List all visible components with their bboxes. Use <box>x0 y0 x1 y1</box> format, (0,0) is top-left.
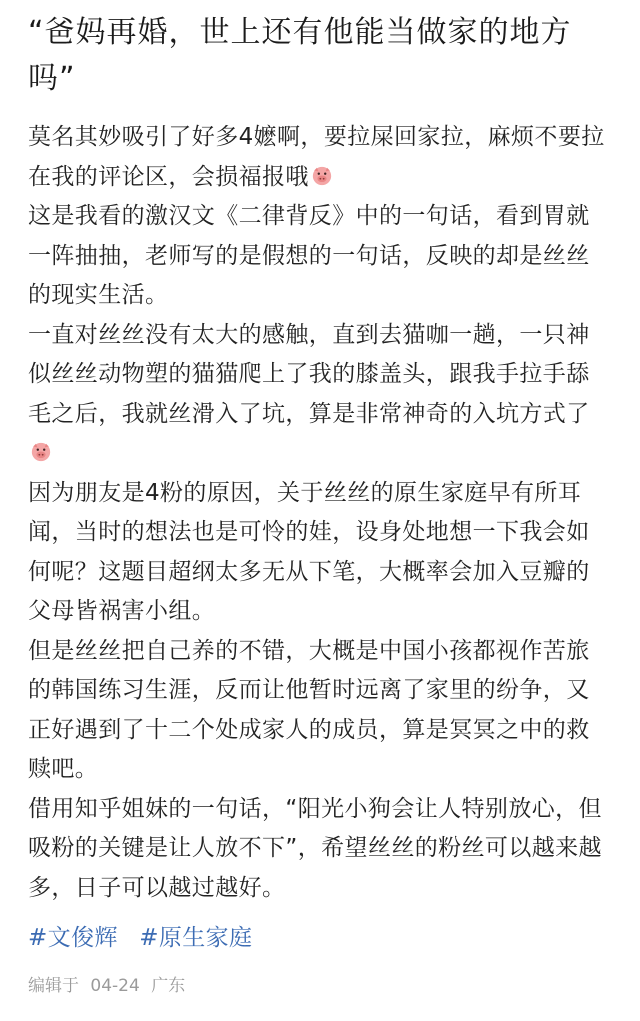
paragraph-text: 一直对丝丝没有太大的感触，直到去猫咖一趟，一只神似丝丝动物塑的猫猫爬上了我的膝盖头，跟我手拉手舔毛之后，我就丝滑入了坑，算是非常神奇的入坑方式了 <box>28 321 590 427</box>
post-title: “爸妈再婚，世上还有他能当做家的地方吗” <box>28 15 572 96</box>
paragraph-4: 因为朋友是4粉的原因，关于丝丝的原生家庭早有所耳闻，当时的想法也是可怜的娃，设身处地想一下我会如何呢？这题目超纲太多无从下笔，大概率会加入豆瓣的父母皆祸害小组。 <box>28 479 590 624</box>
tag-link[interactable]: #原生家庭 <box>139 925 253 951</box>
paragraph-1 <box>28 118 612 197</box>
post-location: 广东 <box>151 976 186 996</box>
tag-list <box>28 918 612 958</box>
edited-label: 编辑于 <box>28 976 79 996</box>
paragraph-text: 莫名其妙吸引了好多4嬷啊，要拉屎回家拉，麻烦不要拉在我的评论区，会损福报哦 <box>28 124 605 190</box>
pig-face-icon <box>30 441 52 463</box>
pig-face-icon <box>311 165 333 187</box>
edited-date: 04-24 <box>90 976 140 996</box>
paragraph-5: 但是丝丝把自己养的不错，大概是中国小孩都视作苦旅的韩国练习生涯，反而让他暂时远离了家里的纷争，又正好遇到了十二个处成家人的成员，算是冥冥之中的救赎吧。 <box>28 637 590 782</box>
tag-link[interactable]: #文俊辉 <box>28 925 118 951</box>
paragraph-3 <box>28 316 612 474</box>
paragraph-2: 这是我看的激汉文《二律背反》中的一句话，看到胃就一阵抽抽，老师写的是假想的一句话，反映的却是丝丝的现实生活。 <box>28 203 590 308</box>
paragraph-6: 借用知乎姐妹的一句话，“阳光小狗会让人特别放心，但吸粉的关键是让人放不下”，希望丝丝的粉丝可以越来越多，日子可以越过越好。 <box>28 795 602 901</box>
post-body <box>28 118 612 908</box>
post-meta <box>28 972 191 1000</box>
